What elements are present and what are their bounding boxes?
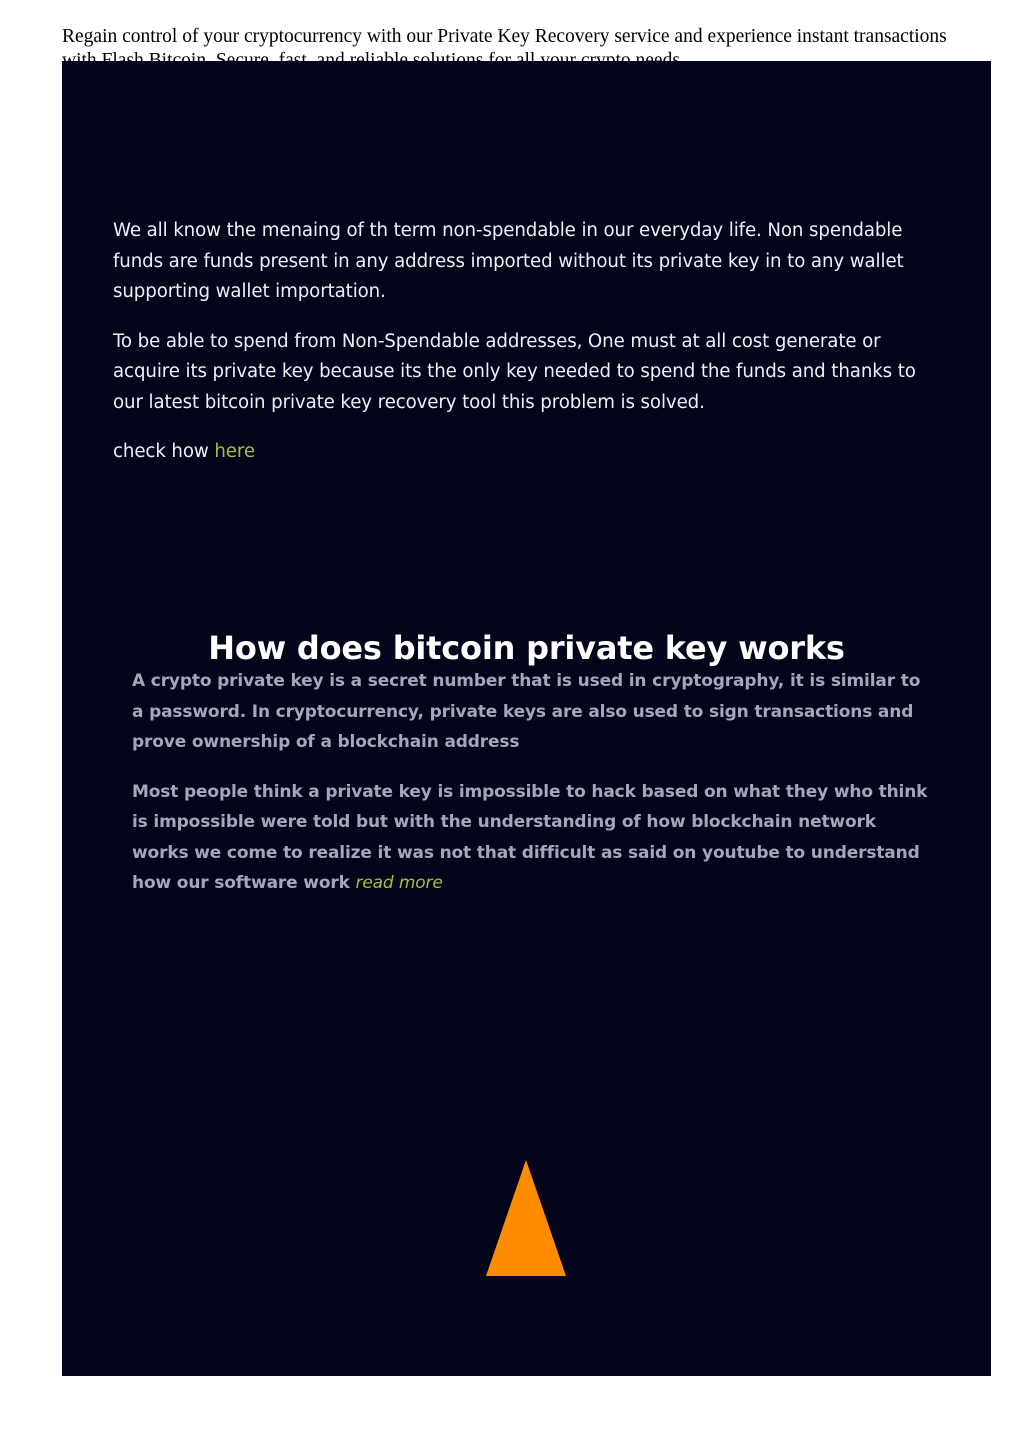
content-panel (62, 61, 991, 1376)
private-key-section (132, 666, 932, 918)
here-link[interactable]: here (214, 441, 255, 462)
section-heading: How does bitcoin private key works (208, 629, 845, 667)
non-spendable-paragraph: We all know the menaing of th term non-spendable in our everyday life. Non spendable funds are funds present in any address imported without its private key in to any wallet supporting wallet importation. (113, 220, 904, 302)
check-how-text: check how (113, 441, 215, 462)
non-spendable-section (113, 216, 933, 487)
check-how-line (113, 437, 933, 468)
hack-paragraph (132, 777, 932, 899)
read-more-link[interactable]: read more (355, 873, 443, 893)
intro-text: Regain control of your cryptocurrency with our Private Key Recovery service and experience instant transactions (62, 26, 947, 47)
spend-paragraph: To be able to spend from Non-Spendable addresses, One must at all cost generate or acquire its private key because its the only key needed to spend the funds and thanks to our latest bitcoin private key recovery tool this problem is solved. (113, 330, 916, 413)
hack-paragraph-text: Most people think a private key is impossible to hack based on what they who think is impossible were told but with the understanding of how blockchain network works we come to realize it was not that difficult as said on youtube to understand how our software work (132, 781, 928, 893)
loading-cone-icon (486, 1160, 566, 1276)
private-key-definition: A crypto private key is a secret number that is used in cryptography, it is similar to a password. In cryptocurrency, private keys are also used to sign transactions and prove ownership of a blockchain address (132, 671, 921, 752)
